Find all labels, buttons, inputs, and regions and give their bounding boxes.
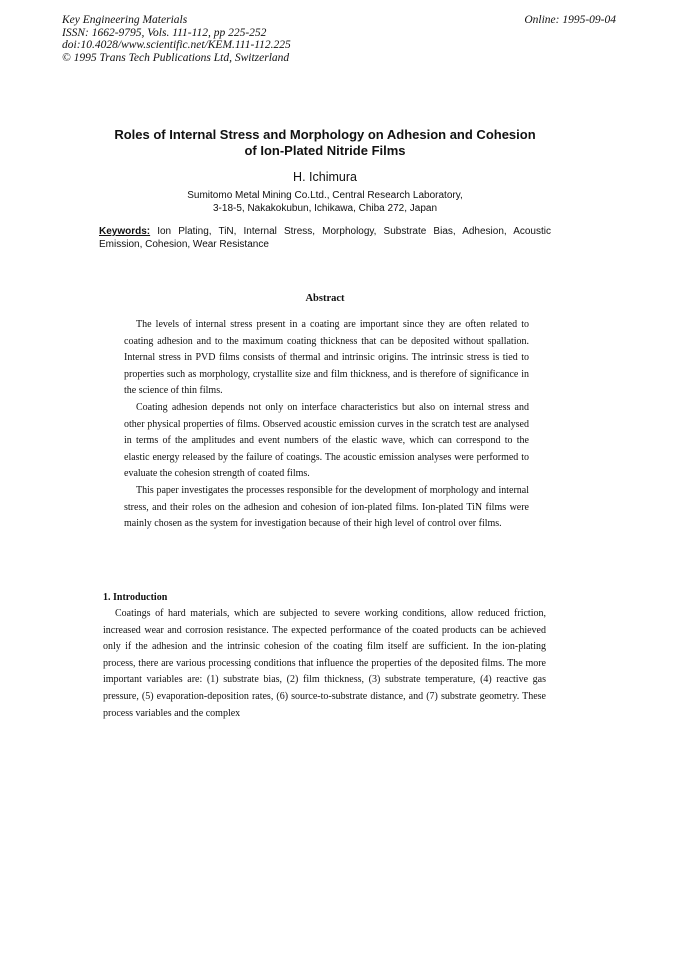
keywords-list: Ion Plating, TiN, Internal Stress, Morphology, Substrate Bias, Adhesion, Acoustic Emission, Cohesion, Wear Resistance <box>99 226 551 250</box>
title-line-1: Roles of Internal Stress and Morphology on Adhesion and Cohesion <box>114 127 536 142</box>
journal-header <box>62 14 291 64</box>
doi-link[interactable]: doi:10.4028/www.scientific.net/KEM.111-112.225 <box>62 39 291 51</box>
abstract-paragraph: The levels of internal stress present in a coating are important since they are often related to coating adhesion and to the maximum coating thickness that can be deposited without spallation. Internal stress in PVD films consists of thermal and intrinsic origins. The intrinsic stress is tied to properties such as morphology, crystallite size and film thickness, and is therefore of significance in the science of thin films. <box>124 319 529 397</box>
abstract-body <box>124 317 529 533</box>
online-date: Online: 1995-09-04 <box>524 14 616 26</box>
section-heading-introduction: 1. Introduction <box>103 592 168 603</box>
title-line-2: of Ion-Plated Nitride Films <box>244 143 406 158</box>
journal-name: Key Engineering Materials <box>62 14 188 26</box>
abstract-paragraph: Coating adhesion depends not only on interface characteristics but also on internal stress and other physical properties of films. Observed acoustic emission curves in the scratch test are analysed in terms of the amplitudes and event numbers of the elastic wave, which can correspond to the elastic energy released by the failure of coatings. The acoustic emission analyses were performed to evaluate the cohesion strength of coated films. <box>124 401 529 480</box>
introduction-body <box>103 606 546 722</box>
paper-title <box>60 127 590 159</box>
keywords-label: Keywords: <box>99 226 151 237</box>
abstract-heading: Abstract <box>305 293 345 304</box>
affiliation <box>60 189 590 215</box>
copyright-line: © 1995 Trans Tech Publications Ltd, Switzerland <box>62 51 290 64</box>
keywords-block <box>99 226 551 251</box>
author-name: H. Ichimura <box>293 170 357 184</box>
introduction-paragraph: Coatings of hard materials, which are subjected to severe working conditions, allow reduced friction, increased wear and corrosion resistance. The expected performance of the coated products can be achieved only if the adhesion and the intrinsic cohesion of the coating film itself are sufficient. In the ion-plating process, there are various processing conditions that influence the properties of the deposited films. The more important variables are: (1) substrate bias, (2) film thickness, (3) substrate temperature, (4) reactive gas pressure, (5) evaporation-deposition rates, (6) source-to-substrate distance, and (7) substrate geometry. These process variables and the complex <box>103 608 546 719</box>
abstract-paragraph: This paper investigates the processes responsible for the development of morphology and internal stress, and their roles on the adhesion and cohesion of ion-plated films. Ion-plated TiN films were mainly chosen as the system for investigation because of their high level of control over films. <box>124 484 529 530</box>
affiliation-line-1: Sumitomo Metal Mining Co.Ltd., Central Research Laboratory, <box>187 190 463 201</box>
affiliation-line-2: 3-18-5, Nakakokubun, Ichikawa, Chiba 272, Japan <box>212 203 438 214</box>
issn-line: ISSN: 1662-9795, Vols. 111-112, pp 225-252 <box>62 26 267 39</box>
